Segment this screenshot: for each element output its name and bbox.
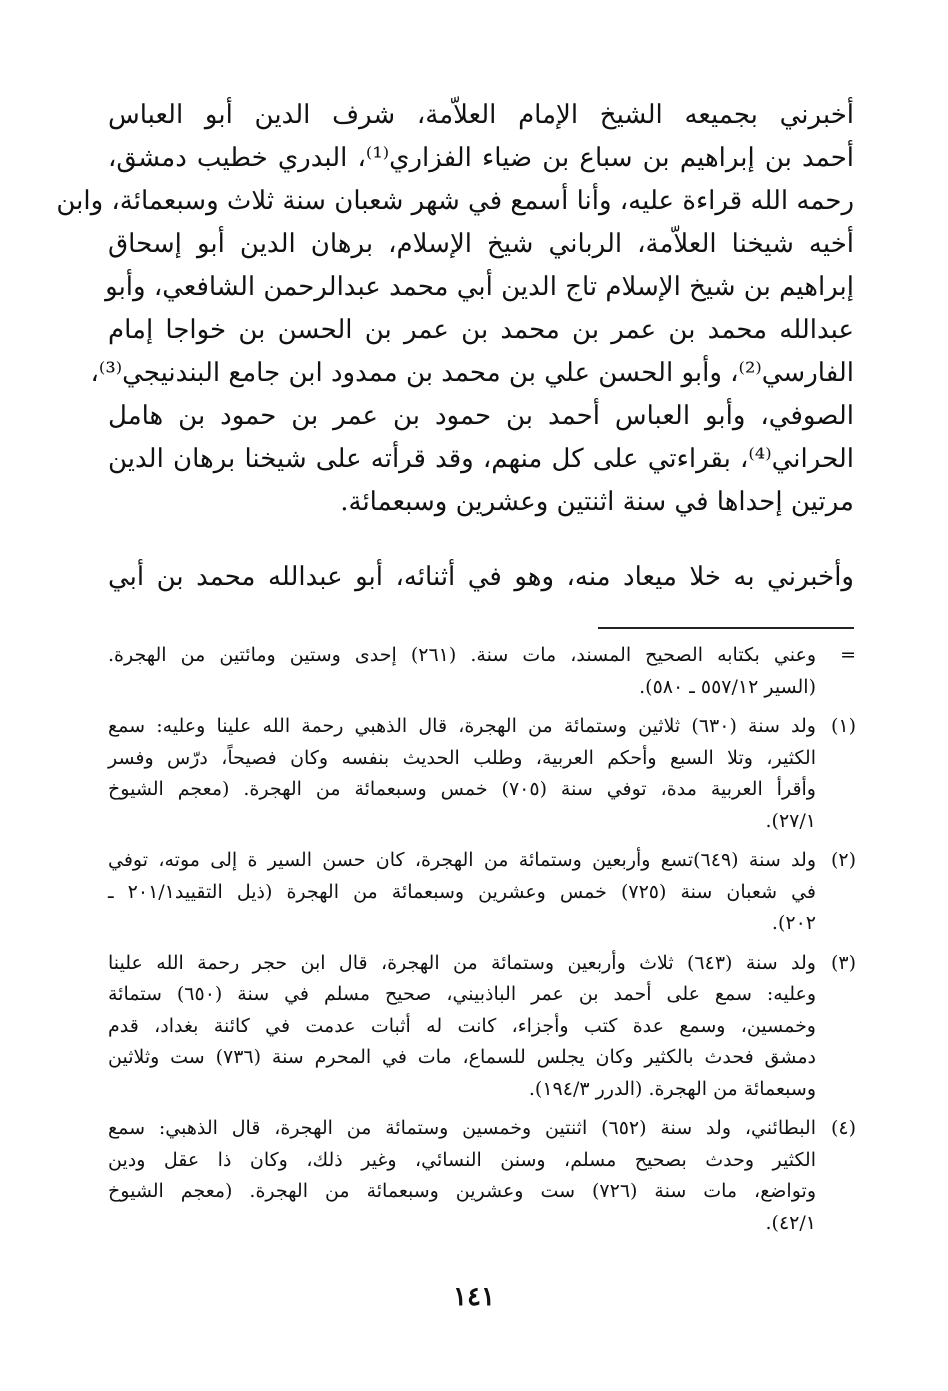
text-line: الحراني⁽⁴⁾، بقراءتي على كل منهم، وقد قرأته على شيخنا برهان الدين bbox=[108, 444, 854, 474]
text-line: الفارسي⁽²⁾، وأبو الحسن علي بن محمد بن ممدود ابن جامع البندنيجي⁽³⁾، bbox=[90, 358, 854, 388]
text-line: مرتين إحداها في سنة اثنتين وعشرين وسبعمائة. bbox=[340, 487, 854, 517]
footnote-line: وتواضع، مات سنة (٧٢٦) ست وعشرين وسبعمائة من الهجرة. (معجم الشيوخ bbox=[108, 1180, 816, 1202]
main-paragraph-2 bbox=[108, 556, 854, 599]
footnote-continued bbox=[108, 640, 856, 703]
footnote-line: ٢٧/١). bbox=[765, 809, 816, 832]
text-line: أحمد بن إبراهيم بن سباع بن ضياء الفزاري⁽¹⁾، البدري خطيب دمشق، bbox=[108, 143, 854, 173]
footnote-line: الكثير وحدث بصحيح مسلم، وسنن النسائي، وغير ذلك، وكان ذا عقل ودين bbox=[108, 1148, 816, 1171]
footnote-line: ٤٢/١). bbox=[765, 1211, 816, 1234]
footnote-marker: (٣) bbox=[830, 951, 856, 974]
footnote-line: ولد سنة (٦٣٠) ثلاثين وستمائة من الهجرة، قال الذهبي رحمة الله علينا وعليه: سمع bbox=[108, 715, 816, 737]
footnote-line: البطائني، ولد سنة (٦٥٢) اثنتين وخمسين وستمائة من الهجرة، قال الذهبي: سمع bbox=[108, 1117, 816, 1139]
text-line: إبراهيم بن شيخ الإسلام تاج الدين أبي محمد عبدالرحمن الشافعي، وأبو bbox=[105, 272, 854, 302]
footnote-line: الكثير، وتلا السبع وأحكم العربية، وطلب الحديث بنفسه وكان فصيحاً، درّس وفسر bbox=[108, 746, 816, 769]
footnote-line: وعليه: سمع على أحمد بن عمر الباذبيني، صحيح مسلم في سنة (٦٥٠) ستمائة bbox=[108, 983, 816, 1005]
text-line: وأخبرني به خلا ميعاد منه، وهو في أثنائه، أبو عبدالله محمد بن أبي bbox=[108, 562, 854, 592]
footnote-4 bbox=[108, 1113, 856, 1239]
page-number: ١٤١ bbox=[453, 1282, 495, 1312]
footnote-line: ولد سنة (٦٤٣) ثلاث وأربعين وستمائة من الهجرة، قال ابن حجر رحمة الله علينا bbox=[108, 951, 816, 974]
main-paragraph-1 bbox=[56, 94, 854, 524]
footnote-line: وعني بكتابه الصحيح المسند، مات سنة. (٢٦١) إحدى وستين ومائتين من الهجرة. bbox=[108, 644, 817, 666]
footnote-2 bbox=[108, 845, 856, 940]
footnote-3 bbox=[108, 948, 856, 1106]
footnote-separator bbox=[598, 627, 854, 629]
footnote-1 bbox=[108, 711, 856, 837]
text-line: أخبرني بجميعه الشيخ الإمام العلاّمة، شرف الدين أبو العباس bbox=[108, 100, 854, 130]
text-line: رحمه الله قراءة عليه، وأنا أسمع في شهر شعبان سنة ثلاث وسبعمائة، وابن bbox=[56, 186, 854, 216]
footnote-line: (السير ٥٥٧/١٢ ـ ٥٨٠). bbox=[639, 675, 816, 698]
footnote-marker: (١) bbox=[830, 715, 856, 737]
footnote-line: وخمسين، وسمع عدة كتب وأجزاء، كانت له أثبات عدمت في كائنة بغداد، قدم bbox=[108, 1014, 816, 1037]
text-line: الصوفي، وأبو العباس أحمد بن حمود بن عمر بن حمود بن هامل bbox=[108, 401, 854, 431]
footnote-marker: (٤) bbox=[830, 1117, 856, 1139]
footnote-line: وسبعمائة من الهجرة. (الدرر ١٩٤/٣). bbox=[528, 1077, 816, 1100]
footnote-line: ولد سنة (٦٤٩)تسع وأربعين وستمائة من الهجرة، كان حسن السير ة إلى موته، توفي bbox=[108, 849, 816, 871]
text-line: عبدالله محمد بن عمر بن محمد بن عمر بن الحسن بن خواجا إمام bbox=[108, 315, 854, 345]
footnote-line: ٢٠٢). bbox=[771, 912, 816, 934]
text-line: أخيه شيخنا العلاّمة، الرباني شيخ الإسلام، برهان الدين أبو إسحاق bbox=[108, 229, 854, 259]
footnote-line: دمشق فحدث بالكثير وكان يجلس للسماع، مات في المحرم سنة (٧٣٦) ست وثلاثين bbox=[108, 1046, 816, 1068]
footnote-line: وأقرأ العربية مدة، توفي سنة (٧٠٥) خمس وسبعمائة من الهجرة. (معجم الشيوخ bbox=[108, 778, 816, 800]
footnote-marker: = bbox=[840, 644, 856, 666]
footnote-line: في شعبان سنة (٧٢٥) خمس وعشرين وسبعمائة من الهجرة (ذيل التقييد٢٠١/١ ـ bbox=[108, 880, 816, 903]
footnote-marker: (٢) bbox=[830, 849, 856, 871]
footnotes bbox=[108, 640, 856, 1247]
